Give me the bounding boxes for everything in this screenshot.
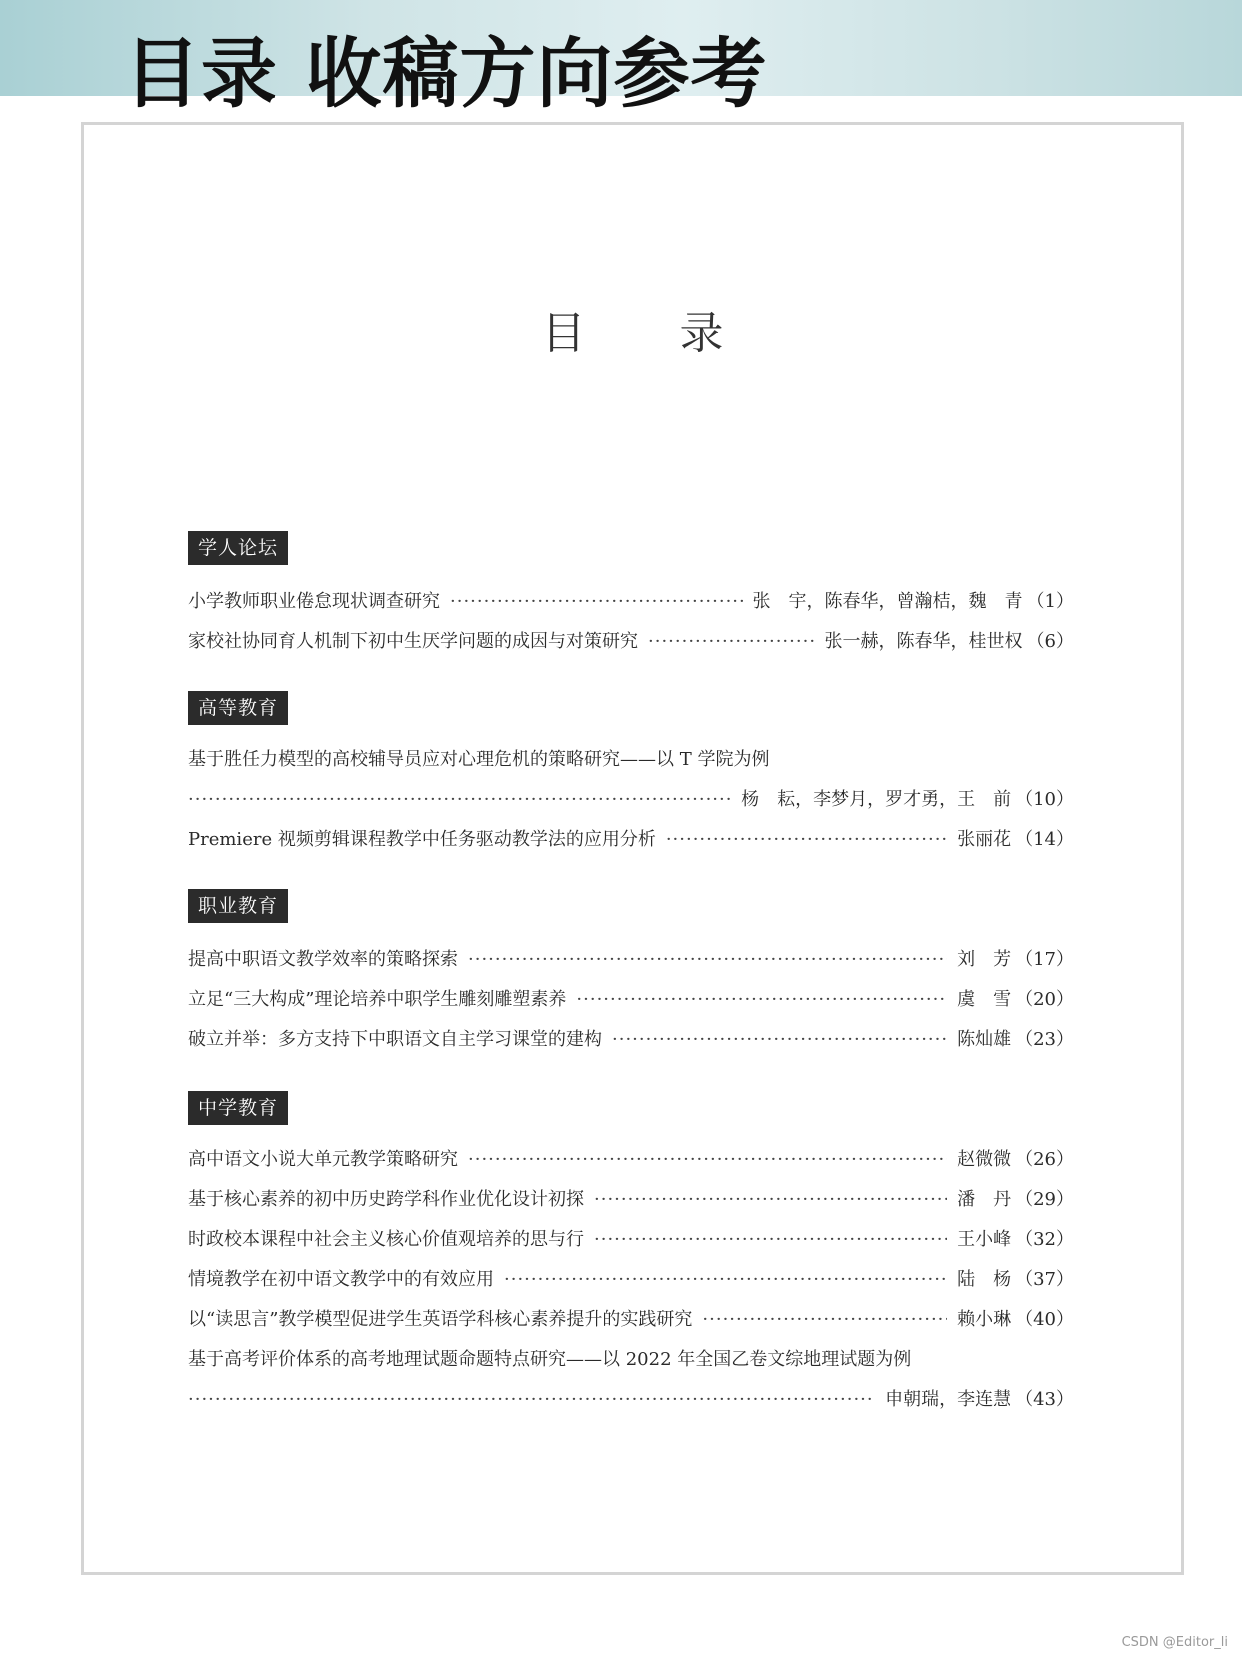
toc-entry[interactable] xyxy=(188,985,1074,1015)
entry-page: （23） xyxy=(1015,1029,1074,1050)
entry-page: （40） xyxy=(1015,1309,1074,1330)
entry-title: 时政校本课程中社会主义核心价值观培养的思与行 xyxy=(188,1229,584,1250)
dot-leader xyxy=(666,825,947,855)
toc-entry[interactable] xyxy=(188,1345,1074,1375)
section-tag-zhongxue: 中学教育 xyxy=(188,1091,288,1125)
toc-entry-continuation[interactable] xyxy=(188,785,1074,815)
banner-title: 目录 收稿方向参考 xyxy=(124,29,768,118)
toc-entry[interactable] xyxy=(188,825,1074,855)
entry-page: （10） xyxy=(1015,789,1074,810)
entry-title: 以“读思言”教学模型促进学生英语学科核心素养提升的实践研究 xyxy=(188,1309,693,1330)
watermark: CSDN @Editor_li xyxy=(1121,1635,1228,1650)
entry-author: 赖小琳 xyxy=(957,1309,1012,1330)
dot-leader xyxy=(468,1145,947,1175)
dot-leader xyxy=(188,1385,875,1415)
toc-entry[interactable] xyxy=(188,945,1074,975)
dot-leader xyxy=(594,1225,947,1255)
entry-title: 小学教师职业倦怠现状调查研究 xyxy=(188,591,440,612)
entry-page: （26） xyxy=(1015,1149,1074,1170)
entry-author: 赵微微 xyxy=(957,1149,1012,1170)
entry-title: 立足“三大构成”理论培养中职学生雕刻雕塑素养 xyxy=(188,989,567,1010)
entry-author: 虞 雪 xyxy=(957,989,1012,1010)
dot-leader xyxy=(504,1265,947,1295)
dot-leader xyxy=(594,1185,947,1215)
entry-author: 陈灿雄 xyxy=(957,1029,1012,1050)
toc-entry[interactable] xyxy=(188,1145,1074,1175)
entry-page: （29） xyxy=(1015,1189,1074,1210)
toc-heading: 目 录 xyxy=(541,308,764,359)
toc-page xyxy=(81,122,1184,1575)
entry-author: 张 宇，陈春华，曾瀚桔，魏 青 xyxy=(752,591,1023,612)
entry-page: （1） xyxy=(1026,591,1074,612)
dot-leader xyxy=(468,945,947,975)
entry-page: （37） xyxy=(1015,1269,1074,1290)
entry-page: （43） xyxy=(1015,1389,1074,1410)
section-tag-xueren: 学人论坛 xyxy=(188,531,288,565)
entry-title: 基于高考评价体系的高考地理试题命题特点研究——以 2022 年全国乙卷文综地理试题为例 xyxy=(188,1349,912,1370)
entry-author: 潘 丹 xyxy=(957,1189,1012,1210)
entry-title: 基于胜任力模型的高校辅导员应对心理危机的策略研究——以 T 学院为例 xyxy=(188,749,770,770)
entry-title: Premiere 视频剪辑课程教学中任务驱动教学法的应用分析 xyxy=(188,829,656,850)
entry-title: 基于核心素养的初中历史跨学科作业优化设计初探 xyxy=(188,1189,584,1210)
section-tag-gaodeng: 高等教育 xyxy=(188,691,288,725)
entry-title: 提高中职语文教学效率的策略探索 xyxy=(188,949,458,970)
entry-author: 王小峰 xyxy=(957,1229,1012,1250)
entry-title: 家校社协同育人机制下初中生厌学问题的成因与对策研究 xyxy=(188,631,638,652)
toc-entry[interactable] xyxy=(188,1305,1074,1335)
dot-leader xyxy=(612,1025,947,1055)
toc-entry[interactable] xyxy=(188,587,1074,617)
dot-leader xyxy=(648,627,815,657)
entry-page: （17） xyxy=(1015,949,1074,970)
entry-author: 杨 耘，李梦月，罗才勇，王 前 xyxy=(741,789,1012,810)
entry-page: （20） xyxy=(1015,989,1074,1010)
entry-author: 张丽花 xyxy=(957,829,1012,850)
toc-entry[interactable] xyxy=(188,1185,1074,1215)
toc-entry[interactable] xyxy=(188,627,1074,657)
entry-author: 申朝瑞，李连慧 xyxy=(885,1389,1012,1410)
toc-entry[interactable] xyxy=(188,1265,1074,1295)
entry-author: 刘 芳 xyxy=(957,949,1012,970)
entry-page: （14） xyxy=(1015,829,1074,850)
dot-leader xyxy=(702,1305,947,1335)
entry-author: 陆 杨 xyxy=(957,1269,1012,1290)
toc-entry[interactable] xyxy=(188,1225,1074,1255)
entry-title: 破立并举：多方支持下中职语文自主学习课堂的建构 xyxy=(188,1029,602,1050)
dot-leader xyxy=(576,985,947,1015)
section-tag-zhiye: 职业教育 xyxy=(188,889,288,923)
dot-leader xyxy=(188,785,731,815)
toc-entry[interactable] xyxy=(188,745,1074,775)
entry-page: （32） xyxy=(1015,1229,1074,1250)
entry-title: 高中语文小说大单元教学策略研究 xyxy=(188,1149,458,1170)
toc-entry-continuation[interactable] xyxy=(188,1385,1074,1415)
entry-page: （6） xyxy=(1026,631,1074,652)
entry-author: 张一赫，陈春华，桂世权 xyxy=(824,631,1023,652)
toc-entry[interactable] xyxy=(188,1025,1074,1055)
entry-title: 情境教学在初中语文教学中的有效应用 xyxy=(188,1269,494,1290)
dot-leader xyxy=(450,587,743,617)
